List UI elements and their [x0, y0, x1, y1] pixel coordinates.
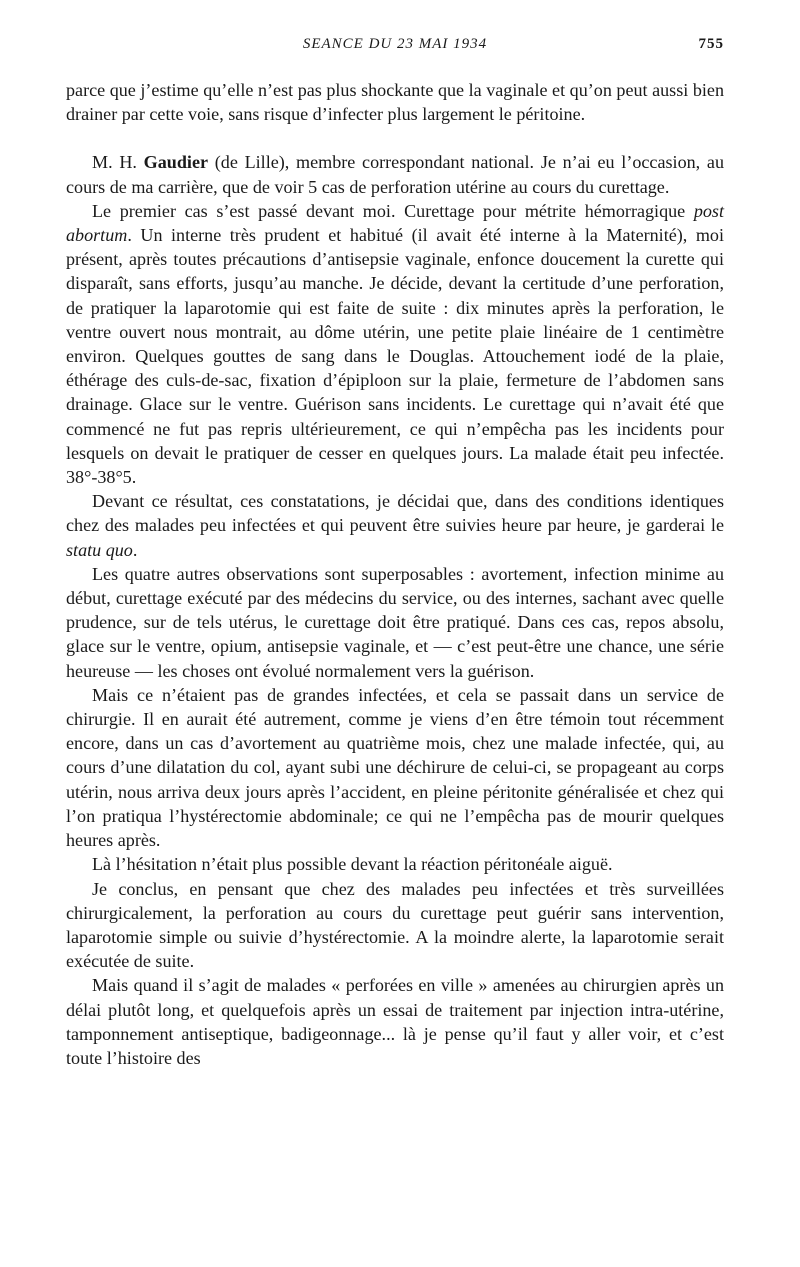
paragraph-perforated-in-town: Mais quand il s’agit de malades « perforées en ville » amenées au chirurgien après un délai plutôt long, et quelquefois après un essai de traitement par injection intra-utérine, tamponnement antiseptique, badigeonnage... là je pense qu’il faut y aller voir, et c’est toute l’histoire des	[66, 975, 724, 1068]
paragraph-gaudier-intro	[66, 150, 724, 198]
body-text	[66, 78, 724, 1070]
text-run: Le premier cas s’est passé devant moi. Curettage pour métrite hémorragique	[92, 200, 694, 221]
latin-term: post abortum	[66, 200, 724, 246]
text-run: .	[132, 539, 138, 560]
speaker-affiliation: (de Lille), membre correspondant national. Je n’ai eu l’occasion, au cours de ma carrière, que de voir 5 cas de perforation utérine au cours du curettage.	[66, 152, 724, 197]
text-run: Devant ce résultat, ces constatations, je décidai que, dans des conditions identiques chez des malades peu infectées et qui peuvent être suivies heure par heure, je garderai le	[66, 491, 724, 536]
running-title: SEANCE DU 23 MAI 1934	[302, 36, 488, 52]
paragraph-infected-case: Mais ce n’étaient pas de grandes infectées, et cela se passait dans un service de chirurgie. Il en aurait été autrement, comme je viens d’en être témoin tout récemment encore, dans un cas d’avortement au quatrième mois, chez une malade infectée, qui, au cours d’une dilatation du col, ayant subi une déchirure de celui-ci, se propageant au corps utérin, nous arriva deux jours après l’accident, en pleine péritonite généralisée et chez qui l’on pratiqua l’hystérectomie abdominale; ce qui ne l’empêcha pas de mourir quelques heures après.	[66, 684, 724, 851]
paragraph-other-cases: Les quatre autres observations sont superposables : avortement, infection minime au début, curettage exécuté par des médecins du service, ou des internes, sachant avec quelle prudence, sur de tels utérus, le curettage doit être pratiqué. Dans ces cas, repos absolu, glace sur le ventre, opium, antisepsie vaginale, et — c’est peut-être une chance, une série heureuse — les choses ont évolué normalement vers la guérison.	[66, 563, 724, 681]
page-number: 755	[698, 36, 724, 52]
paragraph-hesitation: Là l’hésitation n’était plus possible devant la réaction péritonéale aiguë.	[92, 854, 613, 875]
text-run: . Un interne très prudent et habitué (il avait été interne à la Maternité), moi présent, après toutes précautions d’antisepsie vaginale, enfonce doucement la curette qui disparaît, sans efforts, jusqu’au manche. Je décide, devant la certitude d’une perforation, de pratiquer la laparotomie qui est faite de suite : dix minutes après la perforation, le ventre ouvert nous montrait, au dôme utérin, une petite plaie linéaire de 1 centimètre environ. Quelques gouttes de sang dans le Douglas. Attouchement iodé de la plaie, éthérage des culs-de-sac, fixation d’épiploon sur la plaie, fermeture de l’abdomen sans drainage. Glace sur le ventre. Guérison sans incidents. Le curettage qui n’avait été que commencé ne fut pas repris ultérieurement, ce qui n’empêcha pas les incidents pour lesquels on devait le pratiquer de cesser en quelques jours. La malade était peu infectée. 38°-38°5.	[66, 225, 724, 488]
latin-term: statu quo	[66, 539, 133, 560]
paragraph-decision	[66, 489, 724, 562]
speaker-prefix: M. H.	[92, 152, 144, 173]
paragraph-first-case	[66, 199, 724, 489]
running-header	[66, 36, 724, 58]
paragraph-continuation: parce que j’estime qu’elle n’est pas plus shockante que la vaginale et qu’on peut aussi bien drainer par cette voie, sans risque d’infecter plus largement le péritoine.	[66, 80, 724, 125]
paragraph-conclusion: Je conclus, en pensant que chez des malades peu infectées et très surveillées chirurgicalement, la perforation au cours du curettage peut guérir sans intervention, laparotomie simple ou suivie d’hystérectomie. A la moindre alerte, la laparotomie serait exécutée de suite.	[66, 878, 724, 972]
speaker-name: Gaudier	[143, 152, 209, 173]
